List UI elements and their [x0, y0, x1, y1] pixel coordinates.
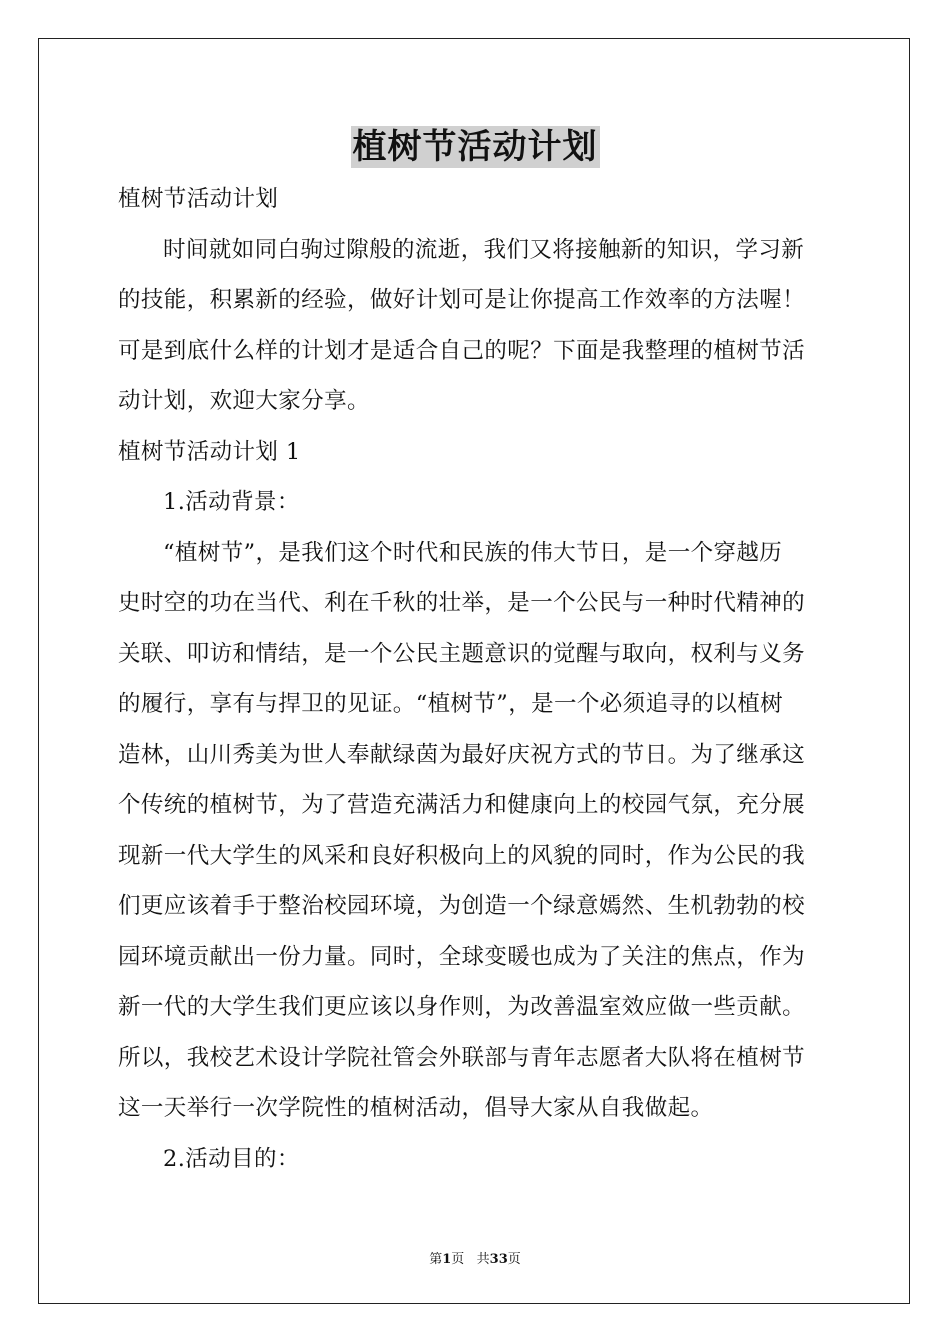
text-line: 现新一代大学生的风采和良好积极向上的风貌的同时，作为公民的我 [118, 842, 806, 869]
text-line: 的技能，积累新的经验，做好计划可是让你提高工作效率的方法喔！ [118, 287, 806, 313]
text-line: 植树节活动计划 1 [118, 438, 301, 465]
page-footer [0, 1248, 950, 1267]
text-line: 的履行，享有与捍卫的见证。“植树节”，是一个必须追寻的以植树 [118, 691, 784, 717]
text-line: 2.活动目的： [163, 1145, 300, 1172]
footer-total-pages: 33 [489, 1252, 508, 1267]
text-line: 动计划，欢迎大家分享。 [118, 388, 370, 414]
text-line: 所以，我校艺术设计学院社管会外联部与青年志愿者大队将在植树节 [118, 1044, 806, 1071]
text-line: 史时空的功在当代、利在千秋的壮举，是一个公民与一种时代精神的 [118, 590, 806, 616]
document-body [118, 174, 834, 1184]
footer-current-page: 1 [442, 1252, 452, 1267]
text-line: 植树节活动计划 [118, 186, 279, 212]
text-line: 时间就如同白驹过隙般的流逝，我们又将接触新的知识，学习新 [163, 236, 805, 263]
footer-suffix: 页 [507, 1252, 521, 1267]
title-wrap [0, 126, 950, 168]
footer-middle: 页 共 [451, 1252, 490, 1267]
text-line: 1.活动背景： [163, 489, 300, 515]
text-line: 个传统的植树节，为了营造充满活力和健康向上的校园气氛，充分展 [118, 792, 806, 818]
text-line: 新一代的大学生我们更应该以身作则，为改善温室效应做一些贡献。 [118, 994, 806, 1020]
text-line: “植树节”，是我们这个时代和民族的伟大节日，是一个穿越历 [163, 539, 783, 566]
text-line: 这一天举行一次学院性的植树活动，倡导大家从自我做起。 [118, 1095, 714, 1121]
text-line: 们更应该着手于整治校园环境，为创造一个绿意嫣然、生机勃勃的校 [118, 893, 806, 919]
text-line: 造林，山川秀美为世人奉献绿茵为最好庆祝方式的节日。为了继承这 [118, 741, 806, 768]
document-title: 植树节活动计划 [352, 127, 598, 167]
text-line: 可是到底什么样的计划才是适合自己的呢？下面是我整理的植树节活 [118, 337, 806, 364]
text-line: 园环境贡献出一份力量。同时，全球变暖也成为了关注的焦点，作为 [118, 943, 806, 970]
text-line: 关联、叩访和情结，是一个公民主题意识的觉醒与取向，权利与义务 [118, 640, 806, 667]
footer-prefix: 第 [429, 1252, 443, 1267]
